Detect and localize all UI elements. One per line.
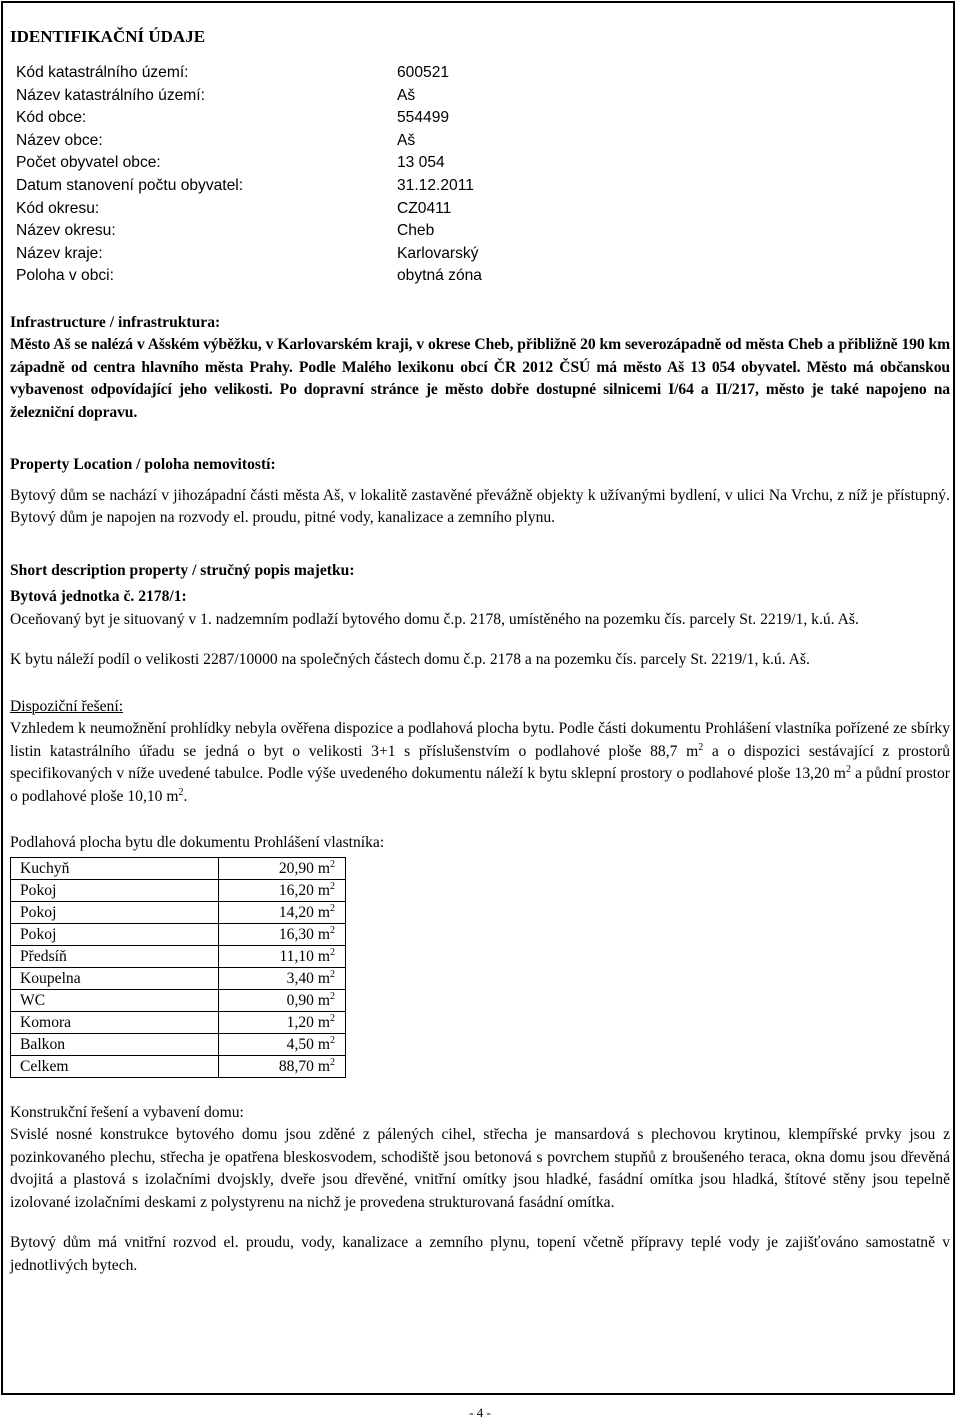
identification-label: Poloha v obci: — [16, 267, 114, 285]
layout-heading: Dispoziční řešení: — [10, 697, 124, 715]
room-name: Pokoj — [11, 879, 219, 901]
identification-value: 554499 — [397, 109, 450, 127]
identification-row — [16, 220, 950, 243]
construction-text-2: Bytový dům má vnitřní rozvod el. proudu, vody, kanalizace a zemního plynu, topení včetně přípravy teplé vody je zajišťováno samostatně v jednotlivých bytech. — [10, 1234, 950, 1274]
unit-text-2: K bytu náleží podíl o velikosti 2287/10000 na společných částech domu č.p. 2178 a na pozemku čís. parcely St. 2219/1, k.ú. Aš. — [10, 651, 810, 669]
room-area: 3,40 $m^2$ — [219, 967, 346, 989]
unit-text-1: Oceňovaný byt je situovaný v 1. nadzemním podlaží bytového domu č.p. 2178, umístěného na pozemku čís. parcely St. 2219/1, k.ú. Aš. — [10, 610, 859, 628]
construction-section — [10, 1102, 950, 1278]
table-row — [11, 923, 346, 945]
identification-label: Název obce: — [16, 131, 103, 149]
area-heading: Podlahová plocha bytu dle dokumentu Prohlášení vlastníka: — [10, 834, 385, 852]
table-row — [11, 1055, 346, 1077]
identification-value: Karlovarský — [397, 244, 479, 262]
room-name: Kuchyň — [11, 857, 219, 879]
table-row — [11, 945, 346, 967]
layout-text: Vzhledem k neumožnění prohlídky nebyla ověřena dispozice a podlahová plocha bytu. Podle části dokumentu Prohlášení vlastníka pořízené ze sbírky listin katastrálního úřadu se jedná o byt o velikosti 3+1 s příslušenstvím o podlahové ploše 88,7 $m^2$ a o dispozici sestávající z prostorů specifikovaných v níže uvedené tabulce. Podle výše uvedeného dokumentu náleží k bytu sklepní prostory o podlahové ploše 13,20 $m^2$ a půdní prostor o podlahové ploše 10,10 $m^2$. — [10, 720, 950, 805]
identification-value: 600521 — [397, 64, 450, 81]
identification-value: CZ0411 — [397, 199, 452, 217]
identification-row — [16, 175, 950, 198]
room-name: WC — [11, 989, 219, 1011]
layout-section — [10, 696, 950, 809]
area-section — [10, 832, 950, 1078]
room-name: Komora — [11, 1011, 219, 1033]
room-area: 4,50 $m^2$ — [219, 1033, 346, 1055]
room-name: Balkon — [11, 1033, 219, 1055]
table-row — [11, 901, 346, 923]
room-area: 20,90 $m^2$ — [219, 857, 346, 879]
table-row — [11, 1033, 346, 1055]
document-body — [10, 26, 950, 1277]
room-area: 88,70 $m^2$ — [219, 1055, 346, 1077]
table-row — [11, 967, 346, 989]
identification-label: Kód okresu: — [16, 199, 100, 217]
location-heading: Property Location / poloha nemovitostí: — [10, 456, 276, 474]
table-row — [11, 857, 346, 879]
identification-row — [16, 243, 950, 266]
unit-heading: Bytová jednotka č. 2178/1: — [10, 588, 187, 606]
identification-value: Aš — [397, 131, 416, 149]
location-section — [10, 454, 950, 530]
identification-value: 31.12.2011 — [397, 176, 474, 194]
table-row — [11, 1011, 346, 1033]
identification-label: Kód katastrálního území: — [16, 64, 189, 81]
room-area: 16,20 $m^2$ — [219, 879, 346, 901]
identification-row — [16, 265, 950, 288]
identification-value: Aš — [397, 86, 416, 104]
identification-label: Počet obyvatel obce: — [16, 154, 161, 172]
page-number: - 4 - — [469, 1405, 491, 1420]
identification-label: Název katastrálního území: — [16, 86, 205, 104]
page-title: IDENTIFIKAČNÍ ÚDAJE — [10, 27, 206, 46]
identification-value: 13 054 — [397, 154, 445, 172]
identification-label: Název okresu: — [16, 222, 116, 240]
area-table — [10, 857, 346, 1078]
room-name: Celkem — [11, 1055, 219, 1077]
location-text: Bytový dům se nachází v jihozápadní části města Aš, v lokalitě zastavěné převážně objekty k užívanými bydlení, v ulici Na Vrchu, z níž je přístupný. Bytový dům je napojen na rozvody el. proudu, pitné vody, kanalizace a zemního plynu. — [10, 486, 950, 527]
identification-row — [16, 62, 950, 85]
room-area: 11,10 $m^2$ — [219, 945, 346, 967]
identification-row — [16, 152, 950, 175]
room-name: Koupelna — [11, 967, 219, 989]
identification-row — [16, 85, 950, 108]
identification-table — [16, 62, 950, 288]
identification-row — [16, 198, 950, 221]
identification-label: Datum stanovení počtu obyvatel: — [16, 176, 244, 194]
identification-row — [16, 130, 950, 153]
room-area: 16,30 $m^2$ — [219, 923, 346, 945]
room-area: 1,20 $m^2$ — [219, 1011, 346, 1033]
construction-text-1: Svislé nosné konstrukce bytového domu jsou zděné z pálených cihel, střecha je mansardová s plechovou krytinou, klempířské prvky jsou z pozinkovaného plechu, střecha je opatřena bleskosvodem, schodiště jsou betonová s povrchem stupňů z broušeného teraca, okna domu jsou dřevěná dvojitá a plastová s izolačními dvojskly, dveře jsou dřevěné, vnitřní omítky jsou hladké, fasádní omítka jsou hladká, štítové stěny jsou tepelně izolované izolačními deskami z polystyrenu na nichž je provedena strukturovaná fasádní omítka. — [10, 1126, 950, 1211]
table-row — [11, 989, 346, 1011]
identification-label: Kód obce: — [16, 109, 87, 127]
description-heading: Short description property / stručný popis majetku: — [10, 561, 355, 579]
construction-heading: Konstrukční řešení a vybavení domu: — [10, 1103, 244, 1121]
room-name: Pokoj — [11, 901, 219, 923]
identification-value: obytná zóna — [397, 267, 482, 285]
room-area: 14,20 $m^2$ — [219, 901, 346, 923]
room-name: Předsíň — [11, 945, 219, 967]
infrastructure-text: Město Aš se nalézá v Ašském výběžku, v Karlovarském kraji, v okrese Cheb, přibližně 20 km severozápadně od města Cheb a přibližně 190 km západně od centra hlavního města Prahy. Podle Malého lexikonu obcí ČR 2012 ČSÚ má město Aš 13 054 obyvatel. Město má občanskou vybavenost odpovídající jeho velikosti. Po dopravní stránce je město dobře dostupné silnicemi I/64 a II/217, město je také napojeno na železniční dopravu. — [10, 336, 950, 421]
room-area: 0,90 $m^2$ — [219, 989, 346, 1011]
description-section — [10, 560, 950, 672]
infrastructure-heading: Infrastructure / infrastruktura: — [10, 313, 221, 331]
identification-value: Cheb — [397, 222, 435, 240]
identification-row — [16, 107, 950, 130]
identification-label: Název kraje: — [16, 244, 103, 262]
infrastructure-section — [10, 312, 950, 425]
room-name: Pokoj — [11, 923, 219, 945]
table-row — [11, 879, 346, 901]
